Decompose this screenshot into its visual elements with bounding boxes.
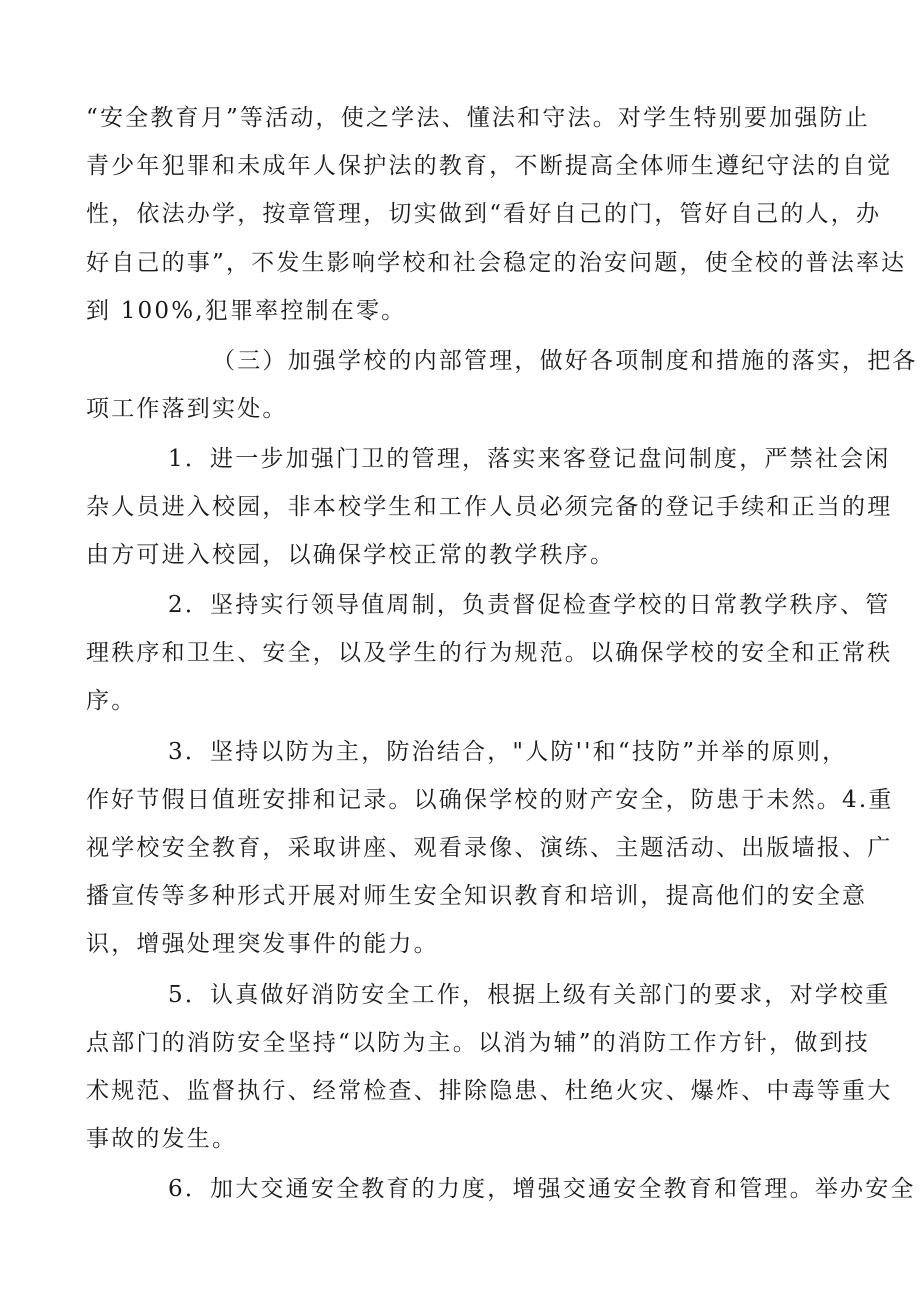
text-line: 好自己的事”，不发生影响学校和社会稳定的治安问题，使全校的普法率达: [86, 250, 907, 276]
text-line: 青少年犯罪和未成年人保护法的教育，不断提高全体师生遵纪守法的自觉: [86, 153, 893, 179]
text-line: 由方可进入校园，以确保学校正常的教学秩序。: [86, 542, 616, 568]
text-line: 到 100%,犯罪率控制在零。: [86, 298, 407, 324]
text-line: 序。: [86, 688, 137, 714]
text-line: 事故的发生。: [86, 1126, 238, 1152]
text-line: 作好节假日值班安排和记录。以确保学校的财产安全，防患于未然。4.重: [86, 787, 894, 813]
list-item-3: 3．坚持以防为主，防治结合，"人防''和“技防”并举的原则，: [168, 739, 848, 765]
list-item-5: 5．认真做好消防安全工作，根据上级有关部门的要求，对学校重: [168, 982, 891, 1008]
text-line: 杂人员进入校园，非本校学生和工作人员必须完备的登记手续和正当的理: [86, 494, 893, 520]
text-line: 性，依法办学，按章管理，切实做到“看好自己的门，管好自己的人，办: [86, 201, 882, 227]
list-item-1: 1．进一步加强门卫的管理，落实来客登记盘问制度，严禁社会闲: [168, 446, 891, 472]
list-item-6: 6．加大交通安全教育的力度，增强交通安全教育和管理。举办安全: [168, 1176, 916, 1202]
text-line: “安全教育月”等活动，使之学法、懂法和守法。对学生特别要加强防止: [86, 105, 870, 131]
text-line: 识，增强处理突发事件的能力。: [86, 931, 439, 957]
text-line: 视学校安全教育，采取讲座、观看录像、演练、主题活动、出版墙报、广: [86, 835, 893, 861]
list-item-2: 2．坚持实行领导值周制，负责督促检查学校的日常教学秩序、管: [168, 592, 891, 618]
text-line: 项工作落到实处。: [86, 396, 288, 422]
text-line: 播宣传等多种形式开展对师生安全知识教育和培训，提高他们的安全意: [86, 883, 868, 909]
text-line: 理秩序和卫生、安全，以及学生的行为规范。以确保学校的安全和正常秩: [86, 640, 893, 666]
section-heading-3: （三）加强学校的内部管理，做好各项制度和措施的落实，把各: [212, 348, 918, 374]
text-line: 术规范、监督执行、经常检查、排除隐患、杜绝火灾、爆炸、中毒等重大: [86, 1078, 893, 1104]
text-line: 点部门的消防安全坚持“以防为主。以消为辅”的消防工作方针，做到技: [86, 1030, 870, 1056]
